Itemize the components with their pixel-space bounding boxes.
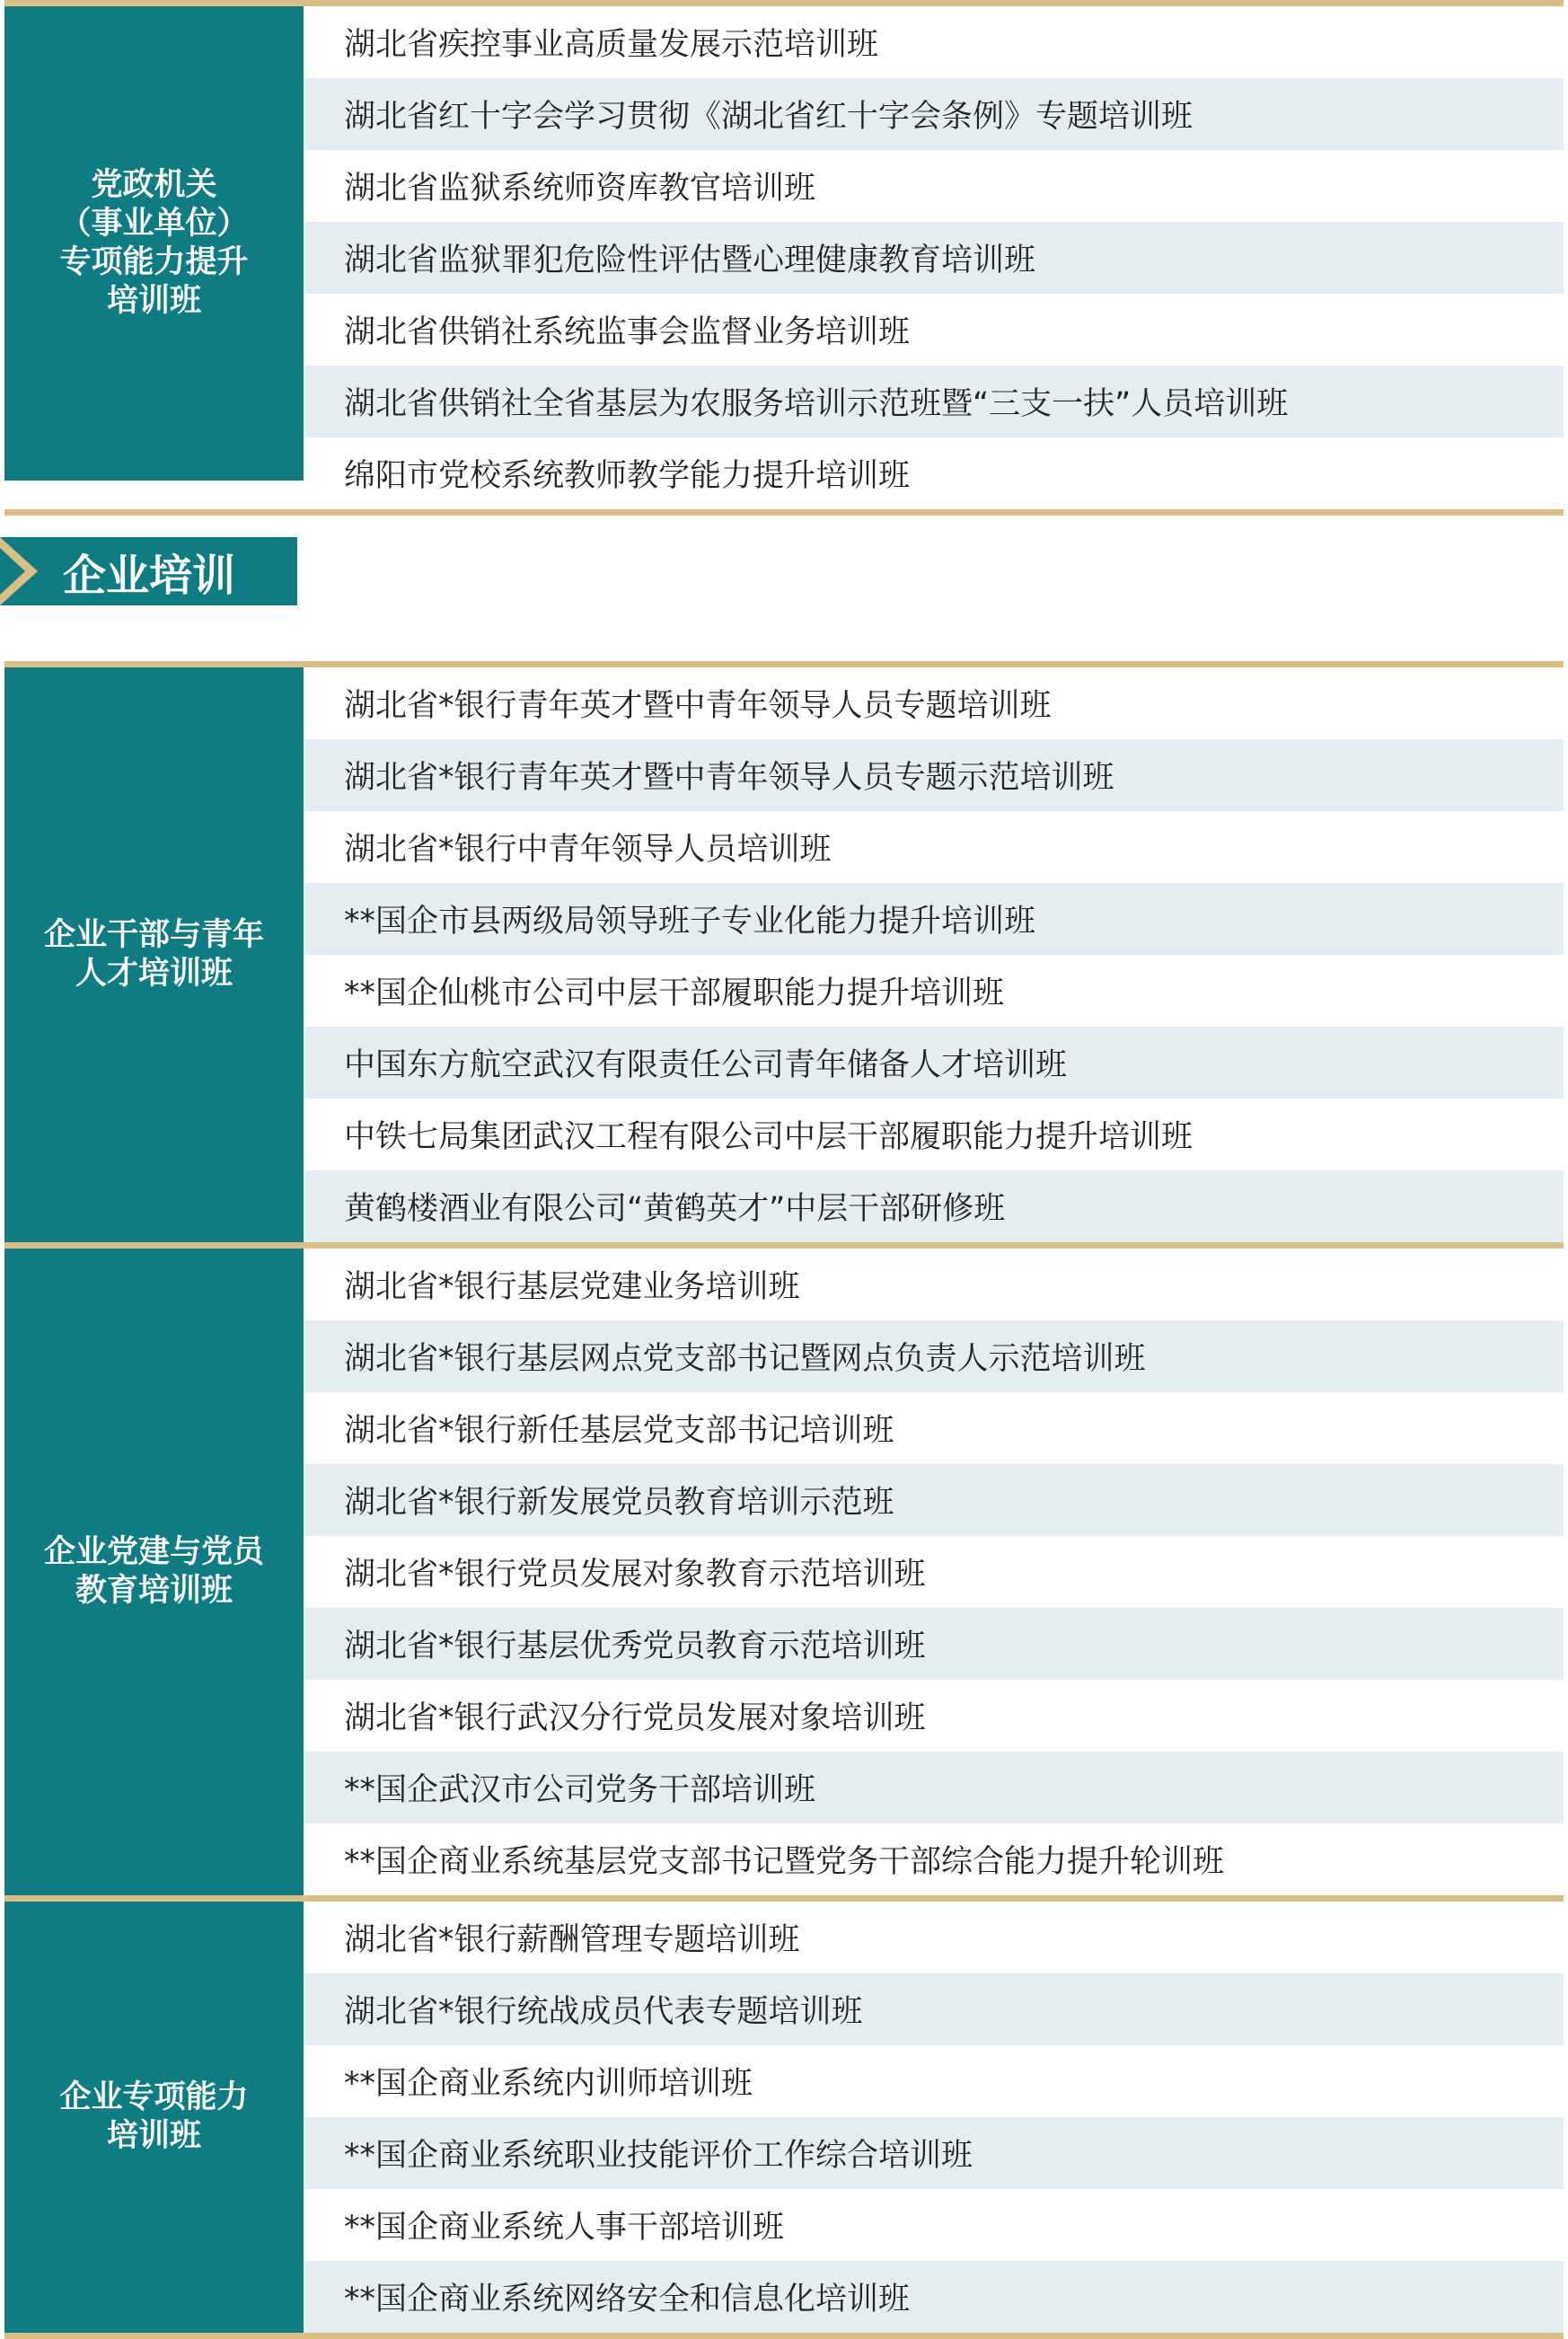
- course-item: 湖北省*银行中青年领导人员培训班: [344, 832, 832, 868]
- category-label: 企业党建与党员 教育培训班: [4, 1249, 304, 1895]
- course-list: [304, 1902, 1564, 2333]
- course-item: 湖北省疾控事业高质量发展示范培训班: [344, 27, 879, 63]
- course-item: 湖北省红十字会学习贯彻《湖北省红十字会条例》专题培训班: [304, 78, 1564, 150]
- course-item: 中铁七局集团武汉工程有限公司中层干部履职能力提升培训班: [344, 1119, 1194, 1155]
- group-party-building: [4, 1242, 1564, 1895]
- course-item: **国企市县两级局领导班子专业化能力提升培训班: [304, 883, 1564, 955]
- course-item: 湖北省监狱罪犯危险性评估暨心理健康教育培训班: [304, 222, 1564, 294]
- government-training-table: [4, 0, 1564, 516]
- category-label: 党政机关 （事业单位） 专项能力提升 培训班: [4, 6, 304, 481]
- course-item: 黄鹤楼酒业有限公司“黄鹤英才”中层干部研修班: [304, 1170, 1564, 1242]
- enterprise-training-table: [4, 661, 1564, 2339]
- course-item: **国企仙桃市公司中层干部履职能力提升培训班: [344, 975, 1005, 1011]
- course-item: **国企商业系统职业技能评价工作综合培训班: [304, 2117, 1564, 2189]
- course-item: 湖北省监狱系统师资库教官培训班: [344, 171, 816, 207]
- section-heading-title: 企业培训: [63, 550, 236, 601]
- category-label: 企业干部与青年 人才培训班: [4, 667, 304, 1242]
- course-item: 湖北省*银行新发展党员教育培训示范班: [304, 1464, 1564, 1536]
- course-list: [304, 667, 1564, 1242]
- course-item: 湖北省*银行基层网点党支部书记暨网点负责人示范培训班: [304, 1320, 1564, 1392]
- course-item: **国企商业系统网络安全和信息化培训班: [304, 2261, 1564, 2333]
- course-item: 湖北省*银行基层优秀党员教育示范培训班: [304, 1608, 1564, 1680]
- course-item: 湖北省*银行青年英才暨中青年领导人员专题培训班: [344, 688, 1052, 724]
- course-item: 湖北省供销社全省基层为农服务培训示范班暨“三支一扶”人员培训班: [304, 366, 1564, 437]
- course-item: 湖北省*银行武汉分行党员发展对象培训班: [344, 1700, 926, 1736]
- course-item: **国企商业系统内训师培训班: [344, 2066, 753, 2102]
- course-item: 湖北省*银行青年英才暨中青年领导人员专题示范培训班: [304, 739, 1564, 811]
- course-item: 湖北省*银行新任基层党支部书记培训班: [344, 1413, 894, 1449]
- group-cadre-youth: [4, 667, 1564, 1242]
- course-item: 湖北省*银行基层党建业务培训班: [344, 1269, 800, 1305]
- group-special-skills: [4, 1895, 1564, 2333]
- course-item: 绵阳市党校系统教师教学能力提升培训班: [344, 458, 911, 494]
- category-label: 企业专项能力 培训班: [4, 1902, 304, 2333]
- course-list: [304, 1249, 1564, 1895]
- course-item: 湖北省*银行薪酬管理专题培训班: [344, 1922, 800, 1958]
- course-item: 中国东方航空武汉有限责任公司青年储备人才培训班: [304, 1027, 1564, 1099]
- course-item: 湖北省*银行党员发展对象教育示范培训班: [344, 1557, 926, 1593]
- section-heading: [0, 537, 297, 605]
- course-item: **国企商业系统基层党支部书记暨党务干部综合能力提升轮训班: [344, 1844, 1225, 1880]
- course-item: **国企武汉市公司党务干部培训班: [304, 1752, 1564, 1823]
- course-item: **国企商业系统人事干部培训班: [344, 2210, 785, 2246]
- course-list: [304, 6, 1564, 509]
- course-item: 湖北省供销社系统监事会监督业务培训班: [344, 314, 911, 350]
- course-item: 湖北省*银行统战成员代表专题培训班: [304, 1973, 1564, 2045]
